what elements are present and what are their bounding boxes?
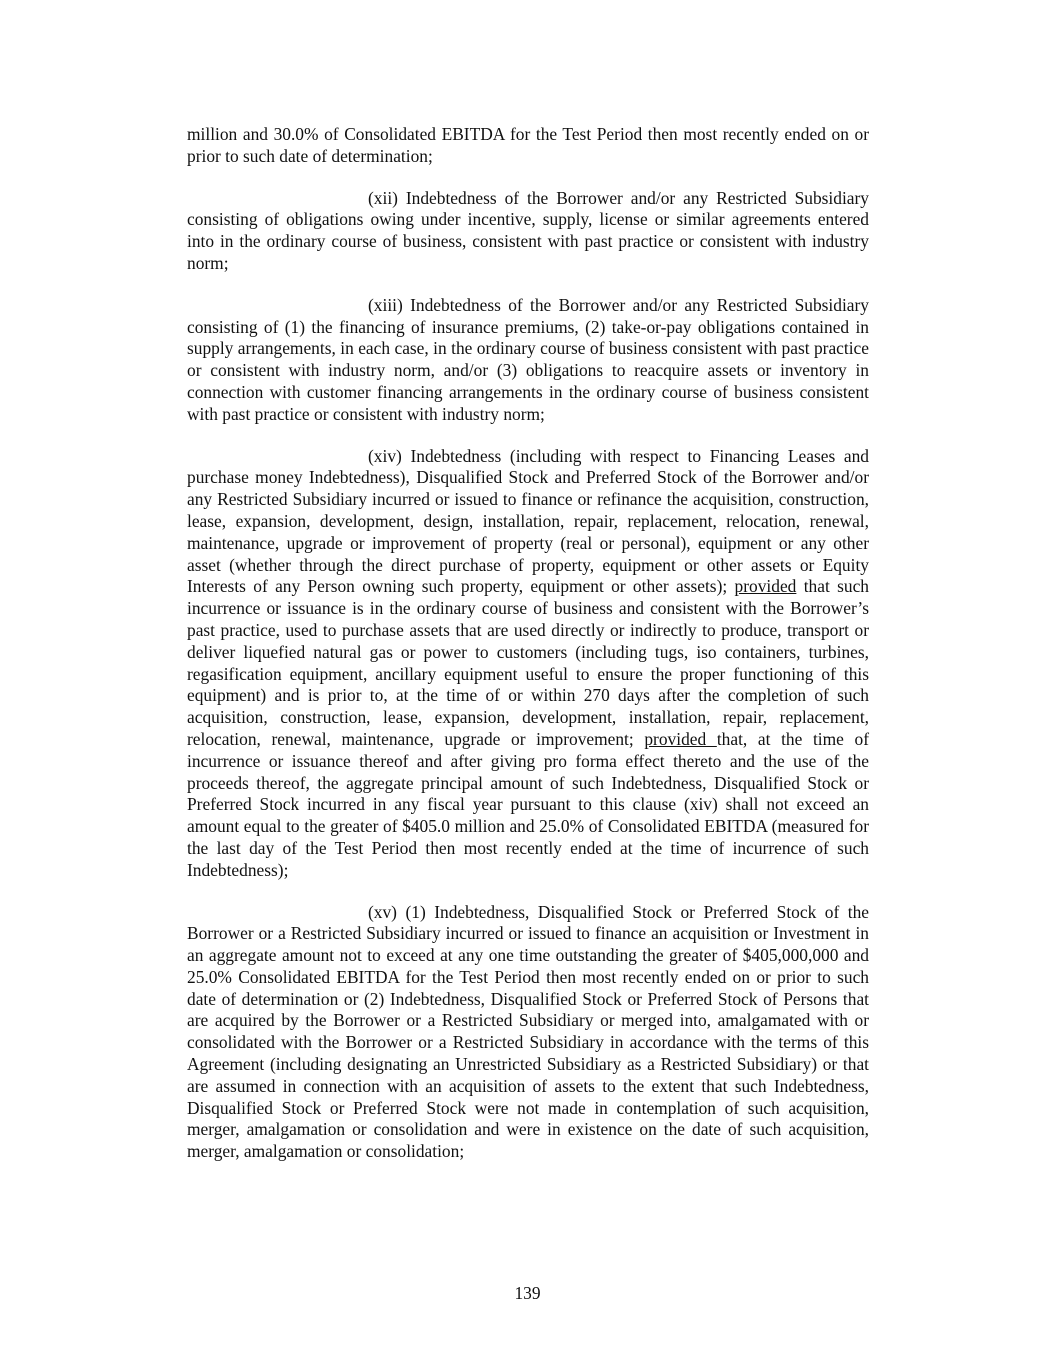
paragraph-clause-xiii: (xiii) Indebtedness of the Borrower and/or any Restricted Subsidiary consisting of (1) the financing of insurance premiums, (2) take-or-pay obligations contained in supply arrangements, in each case, in the ordinary course of business consistent with past practice or consistent with industry norm, and/or (3) obligations to reacquire assets or inventory in connection with customer financing arrangements in the ordinary course of business consistent with past practice or consistent with industry norm; (187, 294, 869, 424)
clause-xiv-text-part3: that, at the time of incurrence or issuance thereof and after giving pro forma effect thereto and the use of the proceeds thereof, the aggregate principal amount of such Indebtedness, Disqualified Stock or Preferred Stock incurred in any fiscal year pursuant to this clause (xiv) shall not exceed an amount equal to the greater of $405.0 million and 25.0% of Consolidated EBITDA (measured for the last day of the Test Period then most recently ended at the time of incurrence of such Indebtedness); (187, 728, 869, 880)
clause-xiv-text-part2: that such incurrence or issuance is in the ordinary course of business and consistent with the Borrower’s past practice, used to purchase assets that are used directly or indirectly to produce, transport or deliver liquefied natural gas or power to customers (including tugs, iso containers, turbines, regasification equipment, ancillary equipment useful to ensure the proper functioning of this equipment) and is prior to, at the time of or within 270 days after the completion of such acquisition, construction, lease, expansion, development, installation, repair, replacement, relocation, renewal, maintenance, upgrade or improvement; (187, 576, 869, 749)
paragraph-clause-xv: (xv) (1) Indebtedness, Disqualified Stock or Preferred Stock of the Borrower or a Restricted Subsidiary incurred or issued to finance an acquisition or Investment in an aggregate amount not to exceed at any one time outstanding the greater of $405,000,000 and 25.0% Consolidated EBITDA for the Test Period then most recently ended on or prior to such date of determination or (2) Indebtedness, Disqualified Stock or Preferred Stock of Persons that are acquired by the Borrower or a Restricted Subsidiary or merged into, amalgamated with or consolidated with the Borrower or a Restricted Subsidiary in accordance with the terms of this Agreement (including designating an Unrestricted Subsidiary as a Restricted Subsidiary) or that are assumed in connection with an acquisition of assets to the extent that such Indebtedness, Disqualified Stock or Preferred Stock were not made in contemplation of such acquisition, merger, amalgamation or consolidation and were in existence on the date of such acquisition, merger, amalgamation or consolidation; (187, 901, 869, 1162)
clause-xiv-provided-1: provided (734, 576, 797, 597)
paragraph-continuation: million and 30.0% of Consolidated EBITDA for the Test Period then most recently ended on or prior to such date of determination; (187, 124, 869, 166)
clause-xiv-provided-2: provided (644, 728, 717, 749)
clause-xiv-text-part1: (xiv) Indebtedness (including with respect to Financing Leases and purchase money Indebtedness), Disqualified Stock and Preferred Stock of the Borrower and/or any Restricted Subsidiary incurred or issued to finance or refinance the acquisition, construction, lease, expansion, development, design, installation, repair, replacement, relocation, renewal, maintenance, upgrade or improvement of property (real or personal), equipment or any other asset (whether through the direct purchase of property, equipment or other assets or Equity Interests of any Person owning such property, equipment or other assets); (187, 445, 869, 597)
paragraph-clause-xiv (187, 446, 869, 882)
page-number: 139 (514, 1283, 541, 1303)
document-page-body (187, 124, 869, 1183)
paragraph-clause-xii: (xii) Indebtedness of the Borrower and/or any Restricted Subsidiary consisting of obligations owing under incentive, supply, license or similar agreements entered into in the ordinary course of business, consistent with past practice or consistent with industry norm; (187, 187, 869, 273)
